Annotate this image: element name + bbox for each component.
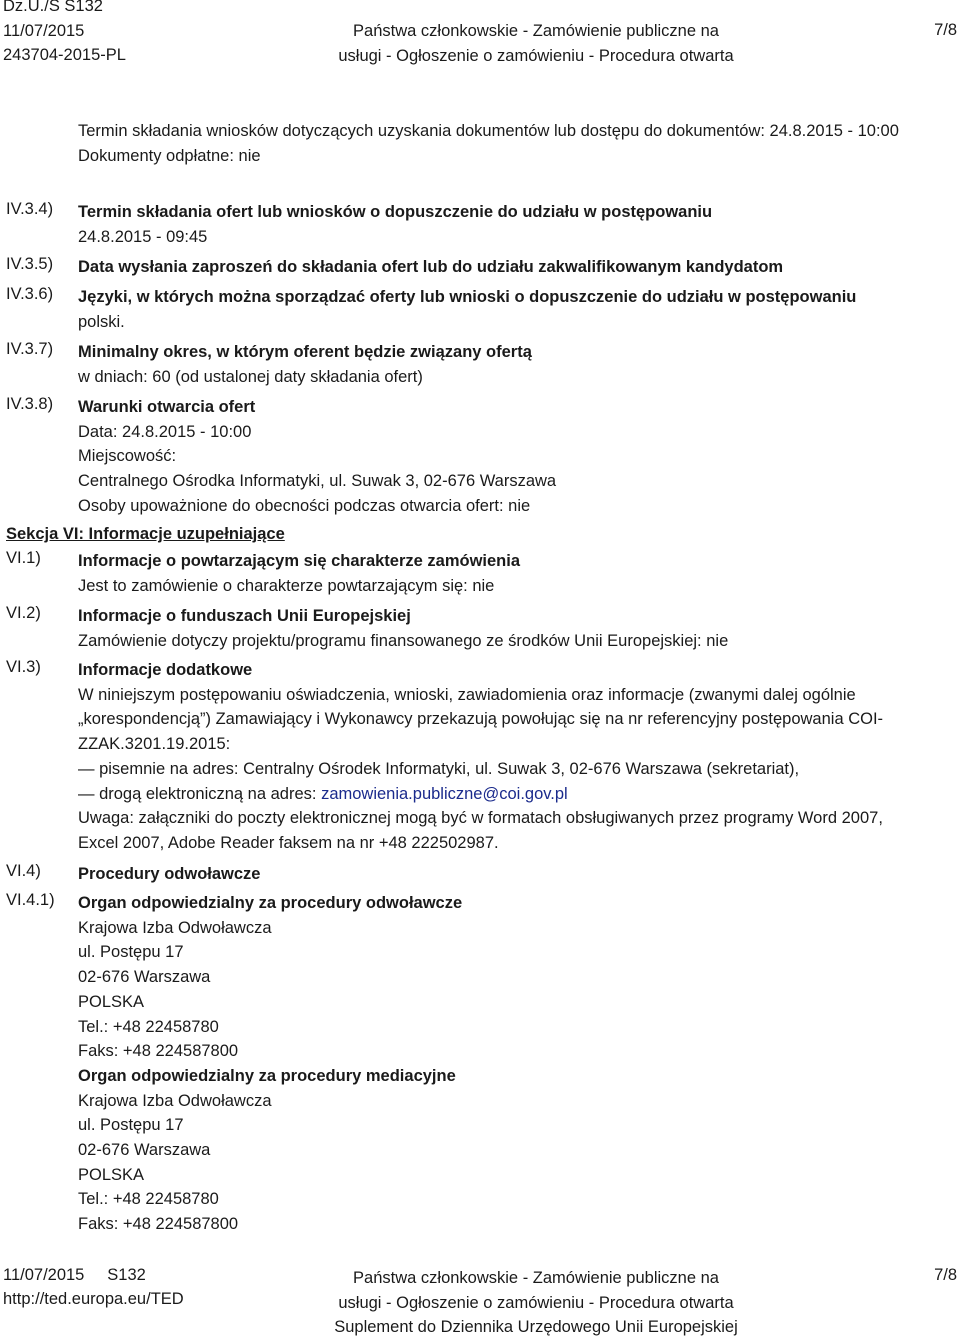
documents-paid: Dokumenty odpłatne: nie xyxy=(78,146,261,165)
body-fax: Faks: +48 224587800 xyxy=(78,1042,239,1061)
email-line xyxy=(78,782,944,807)
opening-place: Centralnego Ośrodka Informatyki, ul. Suwak 3, 02-676 Warszawa xyxy=(78,472,557,491)
section-title: Minimalny okres, w którym oferent będzie związany ofertą xyxy=(78,343,532,361)
mediation-city: 02-676 Warszawa xyxy=(78,1141,211,1160)
section-value: Jest to zamówienie o charakterze powtarzającym się: nie xyxy=(78,576,495,595)
header-title-2: usługi - Ogłoszenie o zamówieniu - Procedura otwarta xyxy=(338,46,734,65)
info-paragraph-line: ZZAK.3201.19.2015: xyxy=(78,735,231,754)
body-street: ul. Postępu 17 xyxy=(78,943,184,962)
page-header xyxy=(0,0,960,72)
section-title: Informacje o powtarzającym się charakterze zamówienia xyxy=(78,552,521,570)
section-value: 24.8.2015 - 09:45 xyxy=(78,227,208,246)
section-value: polski. xyxy=(78,312,125,331)
section-vi-3 xyxy=(78,658,944,856)
section-iv-3-6 xyxy=(78,285,944,334)
section-number: VI.2) xyxy=(6,604,41,622)
mediation-country: POLSKA xyxy=(78,1165,145,1184)
section-vi-4-1 xyxy=(78,891,944,1237)
footer-center xyxy=(300,1266,772,1340)
footer-supplement: Suplement do Dziennika Urzędowego Unii Europejskiej xyxy=(334,1318,738,1336)
mediation-phone: Tel.: +48 22458780 xyxy=(78,1190,219,1209)
note-line: Uwaga: załączniki do poczty elektronicznej mogą być w formatach obsługiwanych przez programy Word 2007, xyxy=(78,809,883,828)
section-vi-4 xyxy=(78,862,944,887)
page-footer xyxy=(0,1262,960,1334)
section-title: Data wysłania zaproszeń do składania ofert lub do udziału zakwalifikowanym kandydatom xyxy=(78,258,784,276)
footer-page-number: 7/8 xyxy=(934,1266,957,1284)
email-prefix: — drogą elektroniczną na adres: xyxy=(78,784,322,803)
section-title: Organ odpowiedzialny za procedury odwoławcze xyxy=(78,894,463,912)
section-value: Zamówienie dotyczy projektu/programu finansowanego ze środków Unii Europejskiej: nie xyxy=(78,631,729,650)
email-link[interactable]: zamowienia.publiczne@coi.gov.pl xyxy=(321,784,568,803)
mediation-title: Organ odpowiedzialny za procedury mediacyjne xyxy=(78,1066,456,1085)
header-title-1: Państwa członkowskie - Zamówienie publiczne na xyxy=(353,22,719,40)
section-title: Warunki otwarcia ofert xyxy=(78,398,256,416)
section-title: Termin składania ofert lub wniosków o dopuszczenie do udziału w postępowaniu xyxy=(78,203,713,221)
note-line: Excel 2007, Adobe Reader faksem na nr +48 222502987. xyxy=(78,833,499,852)
info-paragraph-line: „korespondencją”) Zamawiający i Wykonawcy przekazują powołując się na nr referencyjny postępowania COI- xyxy=(78,710,884,729)
section-vi-1 xyxy=(78,549,944,598)
postal-address-line: — pisemnie na adres: Centralny Ośrodek Informatyki, ul. Suwak 3, 02-676 Warszawa (sekretariat), xyxy=(78,759,800,778)
section-iv-3-4 xyxy=(78,200,944,249)
body-phone: Tel.: +48 22458780 xyxy=(78,1017,219,1036)
section-title: Informacje o funduszach Unii Europejskiej xyxy=(78,607,411,625)
opening-place-label: Miejscowość: xyxy=(78,447,177,466)
section-iv-3-8 xyxy=(78,395,944,519)
footer-title-1: Państwa członkowskie - Zamówienie publiczne na xyxy=(353,1269,719,1287)
mediation-name: Krajowa Izba Odwoławcza xyxy=(78,1091,272,1110)
section-title: Języki, w których można sporządzać oferty lub wnioski o dopuszczenie do udziału w postępowaniu xyxy=(78,288,857,306)
footer-title-2: usługi - Ogłoszenie o zamówieniu - Procedura otwarta xyxy=(338,1293,734,1312)
body-name: Krajowa Izba Odwoławcza xyxy=(78,918,272,937)
body-city: 02-676 Warszawa xyxy=(78,968,211,987)
footer-date: 11/07/2015 xyxy=(3,1266,85,1284)
header-center xyxy=(300,19,772,68)
section-number: VI.4) xyxy=(6,862,41,880)
documents-deadline-text: Termin składania wniosków dotyczących uzyskania dokumentów lub dostępu do dokumentów: 24.8.2015 - 10:00 xyxy=(78,122,899,140)
opening-persons: Osoby upoważnione do obecności podczas otwarcia ofert: nie xyxy=(78,496,531,515)
section-iv-3-7 xyxy=(78,340,944,389)
documents-deadline xyxy=(78,119,944,168)
section-title: Procedury odwoławcze xyxy=(78,865,261,883)
header-journal: Dz.U./S S132 xyxy=(3,0,103,15)
section-vi-2 xyxy=(78,604,944,653)
section-heading: Sekcja VI: Informacje uzupełniające xyxy=(6,525,285,543)
section-title: Informacje dodatkowe xyxy=(78,661,253,679)
body-country: POLSKA xyxy=(78,992,145,1011)
footer-issue: S132 xyxy=(107,1266,146,1284)
section-number: IV.3.4) xyxy=(6,200,54,218)
section-number: VI.4.1) xyxy=(6,891,55,909)
section-number: IV.3.6) xyxy=(6,285,54,303)
section-number: IV.3.7) xyxy=(6,340,54,358)
section-number: IV.3.5) xyxy=(6,255,54,273)
section-number: VI.1) xyxy=(6,549,41,567)
header-date: 11/07/2015 xyxy=(3,21,85,40)
mediation-fax: Faks: +48 224587800 xyxy=(78,1215,239,1234)
section-value: w dniach: 60 (od ustalonej daty składania ofert) xyxy=(78,367,423,386)
section-number: VI.3) xyxy=(6,658,41,676)
section-number: IV.3.8) xyxy=(6,395,54,413)
section-iv-3-5 xyxy=(78,255,944,280)
header-notice-id: 243704-2015-PL xyxy=(3,46,126,64)
header-page-number: 7/8 xyxy=(934,21,957,39)
header-left xyxy=(3,0,126,68)
footer-url[interactable]: http://ted.europa.eu/TED xyxy=(3,1290,184,1308)
opening-date: Data: 24.8.2015 - 10:00 xyxy=(78,422,252,441)
mediation-street: ul. Postępu 17 xyxy=(78,1116,184,1135)
info-paragraph-line: W niniejszym postępowaniu oświadczenia, wnioski, zawiadomienia oraz informacje (zwanymi dalej ogólnie xyxy=(78,685,856,704)
footer-date-issue xyxy=(3,1266,146,1285)
